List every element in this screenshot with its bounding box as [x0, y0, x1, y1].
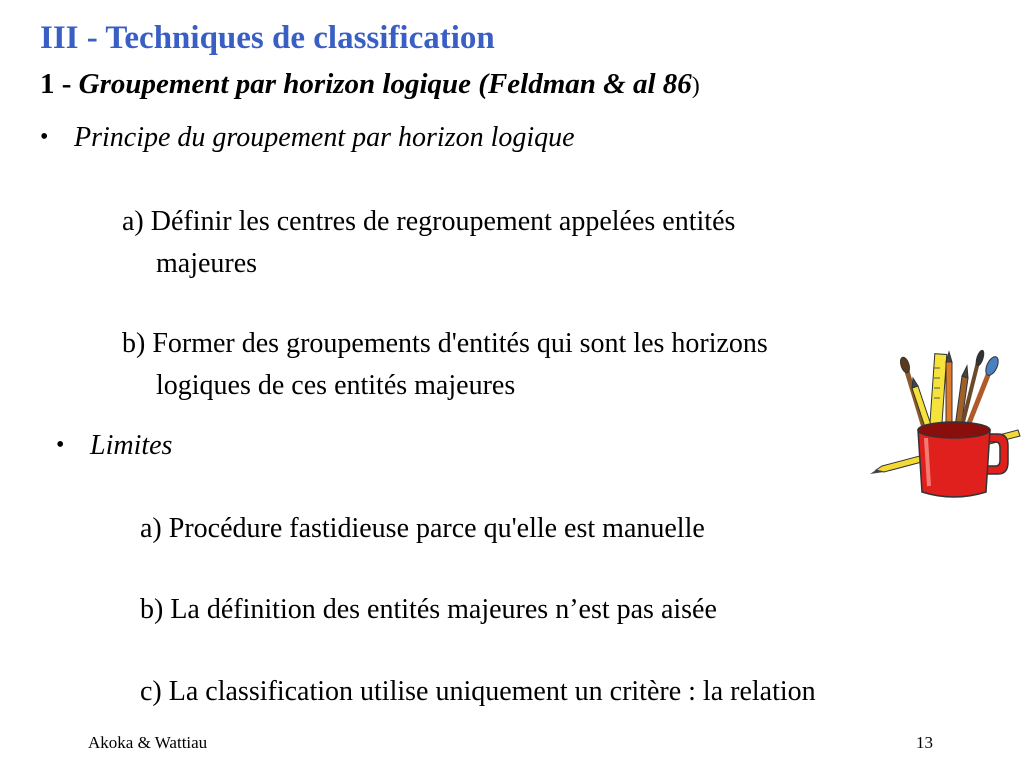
slide-subtitle [40, 68, 700, 101]
principe-item-a-cont: majeures [156, 248, 258, 279]
principe-item-a: a) Définir les centres de regroupement appelées entités [122, 206, 736, 237]
bullet-heading-limites: Limites [90, 430, 173, 461]
principe-item-b: b) Former des groupements d'entités qui sont les horizons [122, 328, 768, 359]
slide-title: III - Techniques de classification [40, 20, 495, 56]
bullet-heading-principe: Principe du groupement par horizon logique [74, 122, 575, 153]
limites-item-c: c) La classification utilise uniquement un critère : la relation [140, 676, 816, 707]
principe-item-b-cont: logiques de ces entités majeures [156, 370, 516, 401]
limites-item-a: a) Procédure fastidieuse parce qu'elle est manuelle [140, 513, 705, 544]
page-number: 13 [916, 733, 933, 752]
subtitle-text: Groupement par horizon logique (Feldman & al 86 [78, 68, 692, 100]
subtitle-close: ) [691, 73, 700, 99]
pencil-cup-icon [868, 348, 1024, 500]
bullet-marker: • [40, 124, 49, 150]
subtitle-number: 1 - [40, 68, 79, 100]
footer-authors: Akoka & Wattiau [88, 733, 208, 752]
limites-item-b: b) La définition des entités majeures n’est pas aisée [140, 594, 717, 625]
bullet-marker: • [56, 432, 65, 458]
red-cup [918, 422, 1008, 497]
